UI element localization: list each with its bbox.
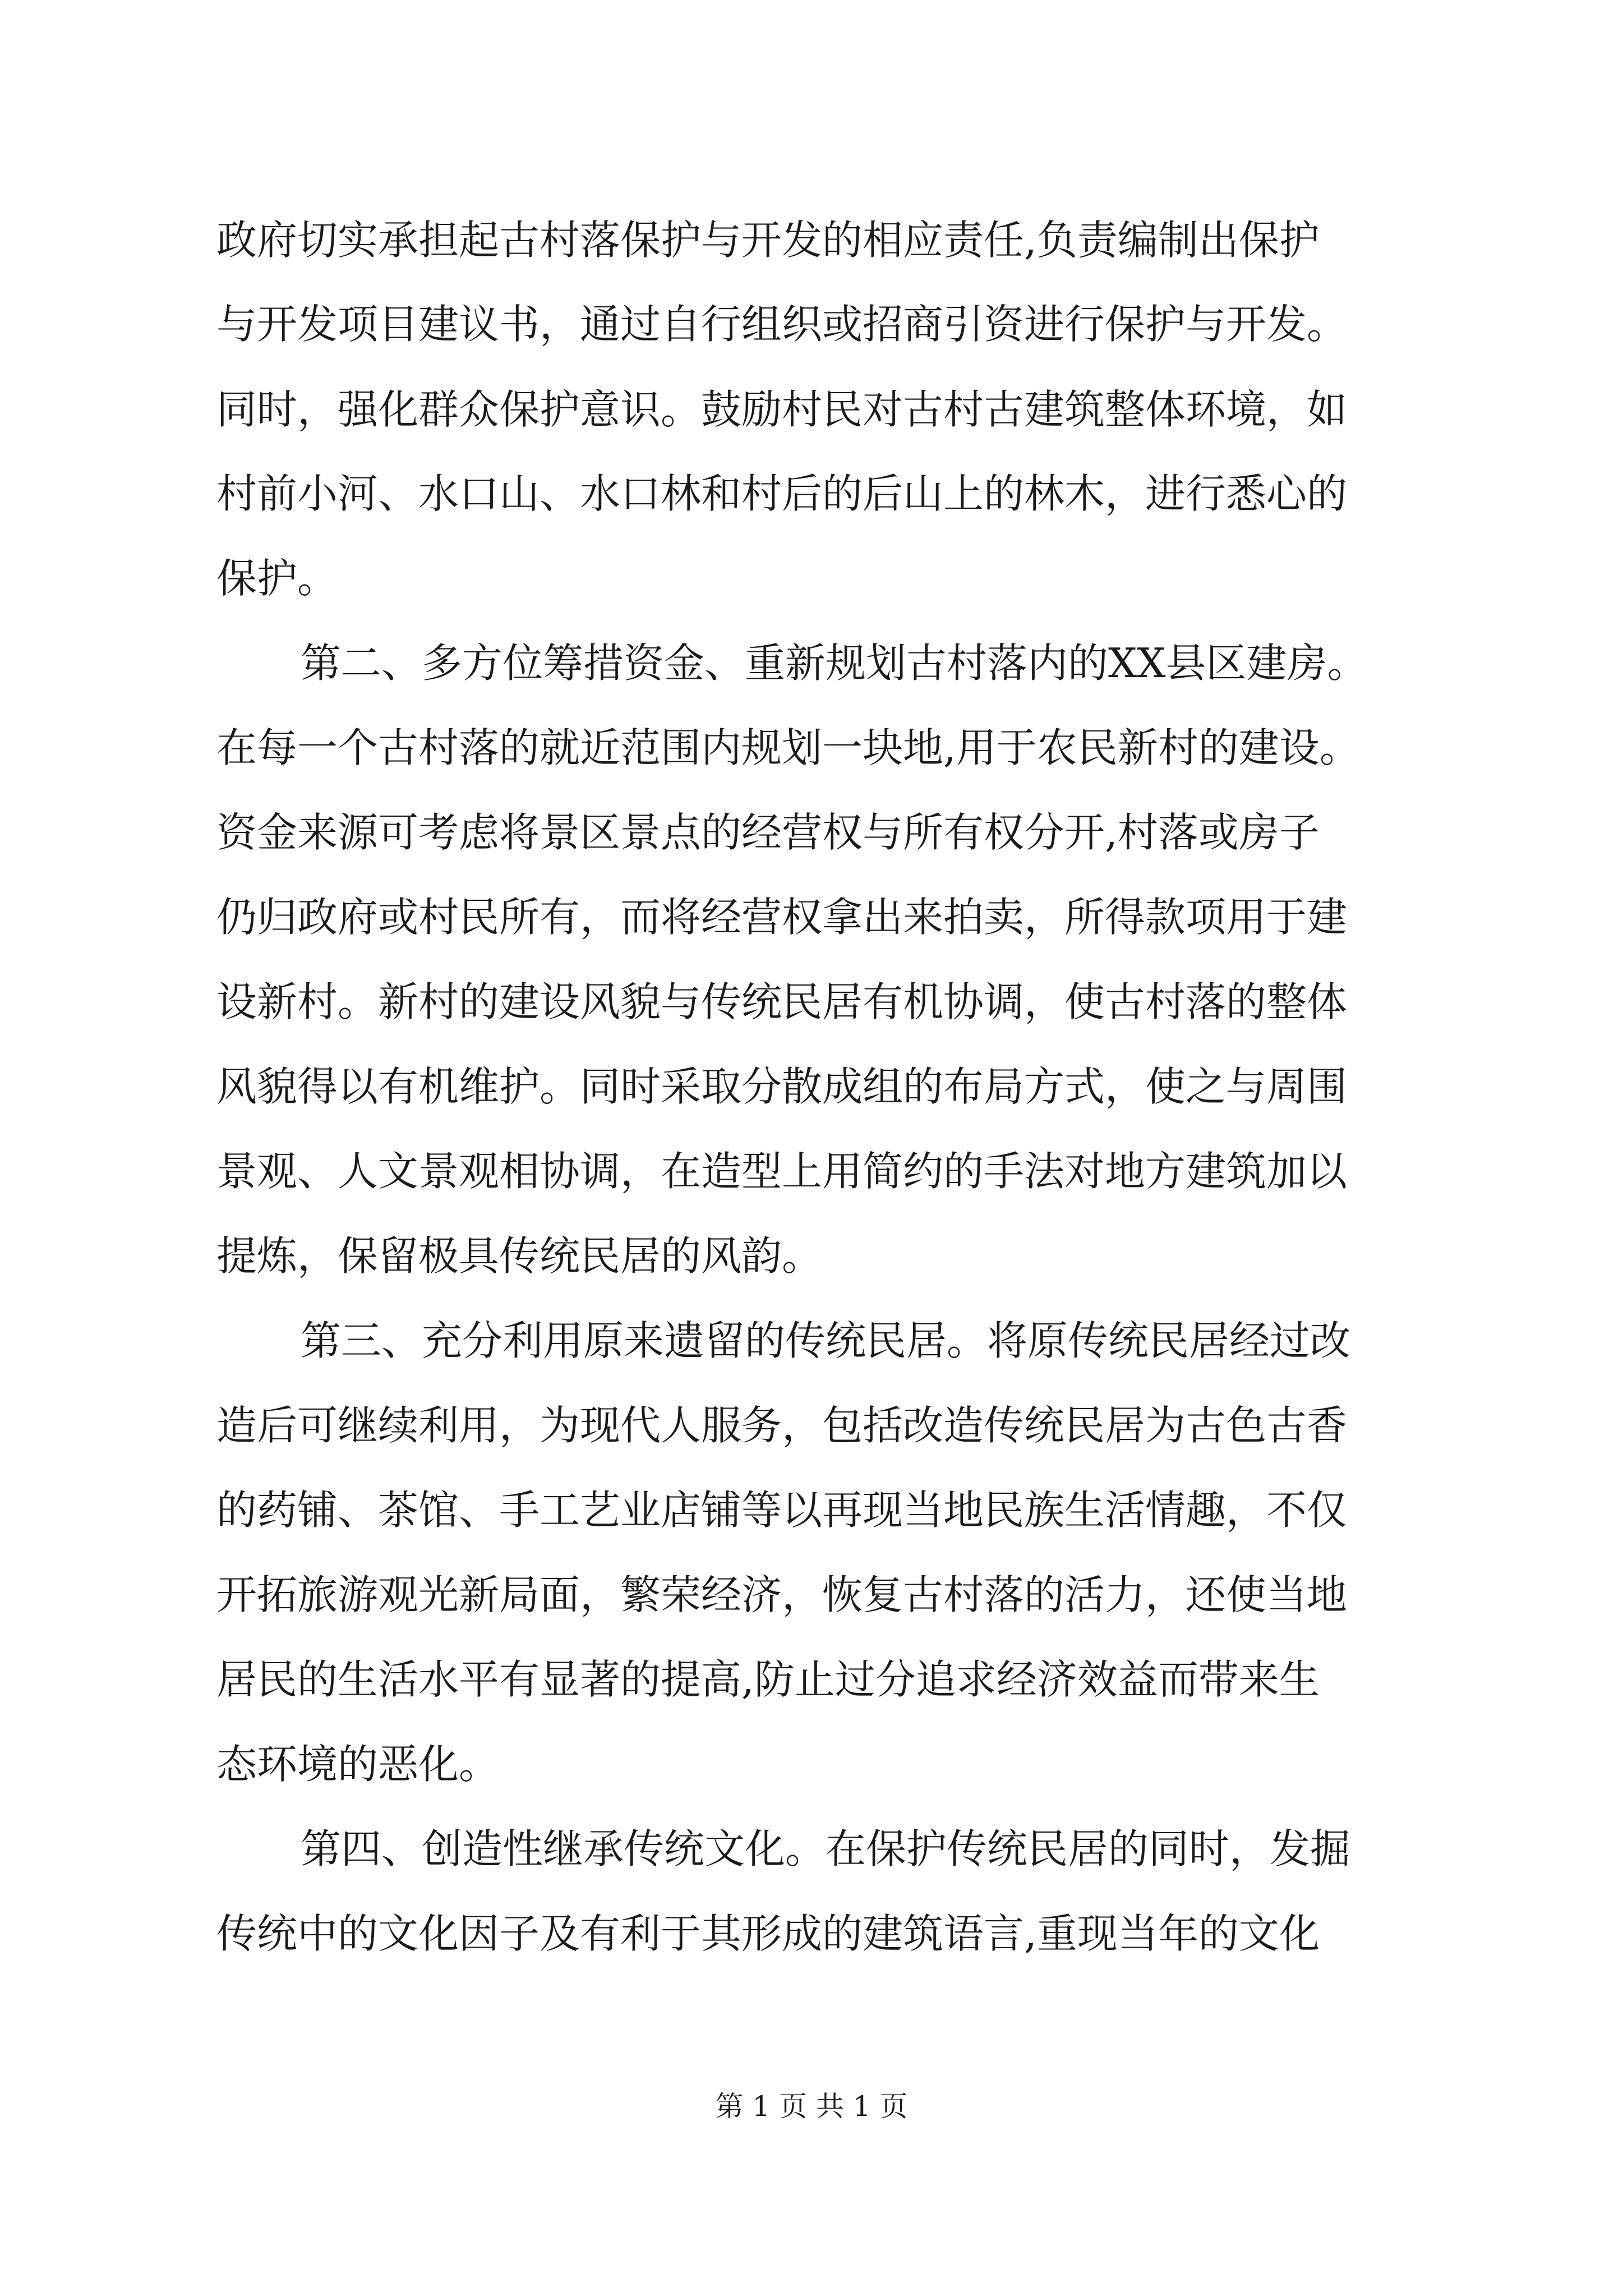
text-line: 在每一个古村落的就近范围内规划一块地,用于农民新村的建设。 [216,724,1360,771]
text-line: 景观、人文景观相协调，在造型上用简约的手法对地方建筑加以 [216,1148,1348,1195]
text-line: 传统中的文化因子及有利于其形成的建筑语言,重现当年的文化 [216,1910,1320,1957]
text-line: 同时，强化群众保护意识。鼓励村民对古村古建筑整体环境，如 [216,386,1348,433]
text-line: 的药铺、茶馆、手工艺业店铺等以再现当地民族生活情趣，不仅 [216,1487,1348,1534]
paragraph-start-line: 第二、多方位筹措资金、重新规划古村落内的XX县区建房。 [301,639,1368,687]
text-line: 村前小河、水口山、水口林和村后的后山上的林木，进行悉心的 [216,470,1348,517]
text-line: 开拓旅游观光新局面，繁荣经济，恢复古村落的活力，还使当地 [216,1571,1348,1618]
paragraph-start-line: 第四、创造性继承传统文化。在保护传统民居的同时，发掘 [301,1825,1351,1872]
page-number-footer: 第 1 页 共 1 页 [715,2090,908,2123]
text-line: 与开发项目建议书，通过自行组织或招商引资进行保护与开发。 [216,301,1348,348]
text-line: 政府切实承担起古村落保护与开发的相应责任,负责编制出保护 [216,217,1320,264]
text-line: 保护。 [216,555,338,602]
text-line: 仍归政府或村民所有，而将经营权拿出来拍卖，所得款项用于建 [216,894,1348,941]
text-line: 提炼，保留极具传统民居的风韵。 [216,1232,823,1280]
text-line: 造后可继续利用，为现代人服务，包括改造传统民居为古色古香 [216,1402,1348,1449]
paragraph-start-line: 第三、充分利用原来遗留的传统民居。将原传统民居经过改 [301,1317,1351,1364]
text-line: 资金来源可考虑将景区景点的经营权与所有权分开,村落或房子 [216,809,1320,856]
text-line: 设新村。新村的建设风貌与传统民居有机协调，使古村落的整体 [216,978,1348,1025]
text-line: 居民的生活水平有显著的提高,防止过分追求经济效益而带来生 [216,1656,1320,1703]
text-line: 态环境的恶化。 [216,1741,500,1788]
text-line: 风貌得以有机维护。同时采取分散成组的布局方式，使之与周围 [216,1063,1348,1110]
